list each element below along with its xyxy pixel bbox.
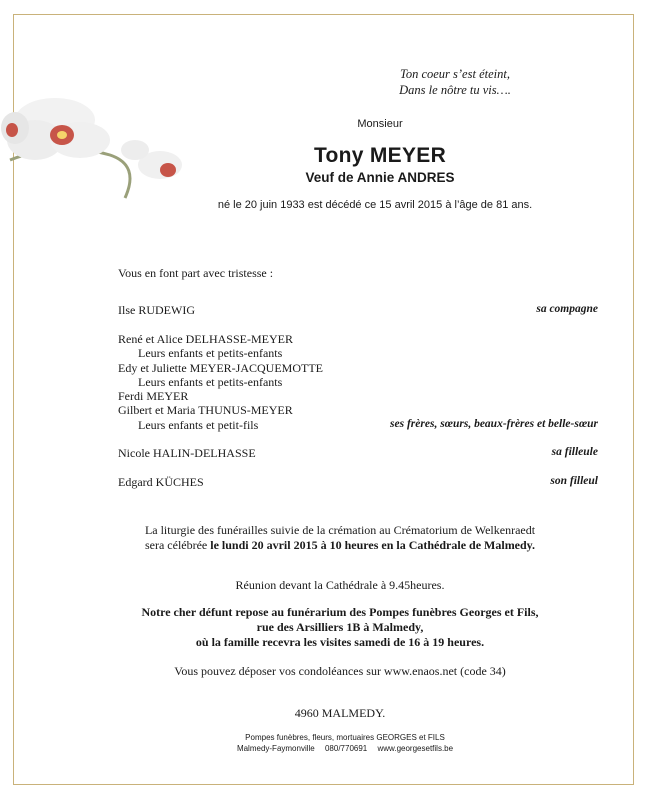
rest-line-3: où la famille recevra les visites samedi de 16 à 19 heures. <box>195 635 485 649</box>
footer-place: Malmedy-Faymonville <box>236 744 315 753</box>
meeting-text: Réunion devant la Cathédrale à 9.45heures. <box>235 578 445 592</box>
ceremony-date: le lundi 20 avril 2015 à 10 heures en la Cathédrale de Malmedy. <box>210 538 536 552</box>
mourner-name: Ilse RUDEWIG <box>118 303 195 317</box>
relation-label: son filleul <box>550 475 598 487</box>
widower-line: Veuf de Annie ANDRES <box>305 170 455 185</box>
rest-paragraph <box>60 605 620 650</box>
relation-label: sa compagne <box>536 303 598 315</box>
relation-label: ses frères, sœurs, beaux-frères et belle-sœur <box>390 418 598 430</box>
mourner-subline: Leurs enfants et petit-fils <box>138 417 259 432</box>
quote-line-1: Ton coeur s’est éteint, <box>400 67 510 81</box>
footer-line-1: Pompes funèbres, fleurs, mortuaires GEORGES et FILS <box>245 733 445 742</box>
epitaph-quote <box>355 66 555 98</box>
rest-line-1: Notre cher défunt repose au funérarium des Pompes funèbres Georges et Fils, <box>141 605 539 619</box>
footer-website: www.georgesetfils.be <box>377 744 454 753</box>
rest-line-2: rue des Arsilliers 1B à Malmedy, <box>256 620 424 634</box>
mourner-name: Edgard KÜCHES <box>118 475 204 489</box>
city-line: 4960 MALMEDY. <box>294 706 386 720</box>
footer-line-2 <box>210 743 480 754</box>
mourner-name: Edy et Juliette MEYER-JACQUEMOTTE <box>118 360 323 375</box>
life-dates: né le 20 juin 1933 est décédé ce 15 avril 2015 à l’âge de 81 ans. <box>217 199 533 211</box>
ceremony-line-1: La liturgie des funérailles suivie de la crémation au Crématorium de Welkenraedt <box>144 523 536 537</box>
mourner-row <box>118 303 598 317</box>
footer-phone: 080/770691 <box>324 744 368 753</box>
mourner-row <box>118 475 598 489</box>
relation-label: sa filleule <box>551 446 598 458</box>
mourner-subline: Leurs enfants et petits-enfants <box>138 374 283 389</box>
funeral-home-footer <box>210 732 480 754</box>
mourner-subline: Leurs enfants et petits-enfants <box>138 346 283 361</box>
mourner-name: Nicole HALIN-DELHASSE <box>118 446 256 460</box>
mourner-row <box>118 446 598 460</box>
quote-line-2: Dans le nôtre tu vis…. <box>399 83 511 97</box>
deceased-name: Tony MEYER <box>313 144 447 167</box>
condolences-text: Vous pouvez déposer vos condoléances sur www.enaos.net (code 34) <box>174 664 506 678</box>
ceremony-line-2 <box>60 538 620 553</box>
intro-text: Vous en font part avec tristesse : <box>118 266 274 280</box>
ceremony-paragraph <box>60 523 620 553</box>
mourner-name: René et Alice DELHASSE-MEYER <box>118 332 293 346</box>
mourner-name: Ferdi MEYER <box>118 389 189 404</box>
ceremony-line-2-intro: sera célébrée <box>144 538 211 552</box>
honorific: Monsieur <box>357 118 403 130</box>
mourner-name: Gilbert et Maria THUNUS-MEYER <box>118 403 293 418</box>
